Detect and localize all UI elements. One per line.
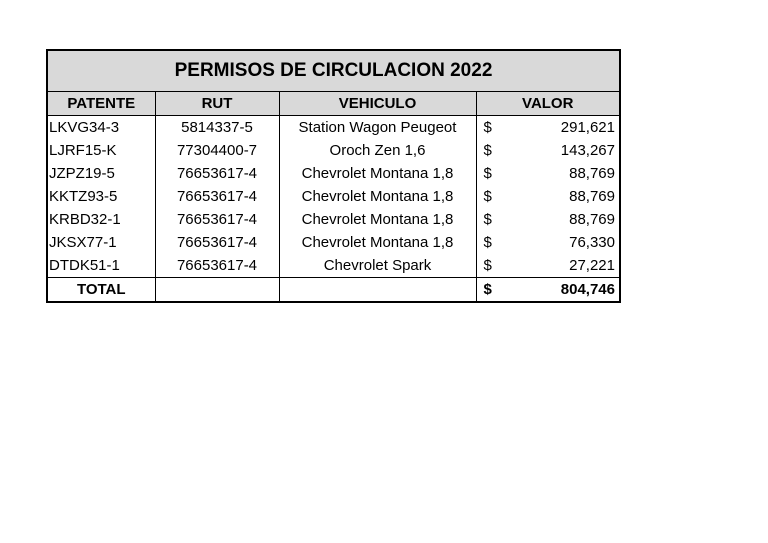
cell-valor: 76,330	[506, 231, 620, 254]
cell-rut: 5814337-5	[155, 116, 279, 140]
header-rut: RUT	[155, 92, 279, 116]
cell-patente: JZPZ19-5	[47, 162, 155, 185]
cell-rut: 77304400-7	[155, 139, 279, 162]
cell-rut: 76653617-4	[155, 208, 279, 231]
total-label: TOTAL	[47, 278, 155, 303]
table-row	[47, 254, 620, 278]
title-row	[47, 50, 620, 92]
cell-currency: $	[476, 231, 506, 254]
header-patente: PATENTE	[47, 92, 155, 116]
total-valor: 804,746	[506, 278, 620, 303]
cell-currency: $	[476, 208, 506, 231]
cell-currency: $	[476, 254, 506, 278]
cell-currency: $	[476, 139, 506, 162]
table-row	[47, 231, 620, 254]
cell-valor: 291,621	[506, 116, 620, 140]
table-row	[47, 116, 620, 140]
table-row	[47, 185, 620, 208]
cell-currency: $	[476, 185, 506, 208]
table-title: PERMISOS DE CIRCULACION 2022	[47, 50, 620, 92]
header-row	[47, 92, 620, 116]
permits-table	[46, 49, 621, 303]
cell-patente: JKSX77-1	[47, 231, 155, 254]
cell-vehiculo: Chevrolet Montana 1,8	[279, 185, 476, 208]
cell-currency: $	[476, 162, 506, 185]
table-row	[47, 139, 620, 162]
cell-patente: KRBD32-1	[47, 208, 155, 231]
cell-valor: 88,769	[506, 208, 620, 231]
cell-vehiculo: Chevrolet Montana 1,8	[279, 231, 476, 254]
cell-vehiculo: Oroch Zen 1,6	[279, 139, 476, 162]
cell-rut: 76653617-4	[155, 254, 279, 278]
cell-vehiculo: Chevrolet Montana 1,8	[279, 162, 476, 185]
total-row	[47, 278, 620, 303]
cell-valor: 27,221	[506, 254, 620, 278]
cell-currency: $	[476, 116, 506, 140]
cell-vehiculo: Station Wagon Peugeot	[279, 116, 476, 140]
total-vehiculo-empty	[279, 278, 476, 303]
cell-rut: 76653617-4	[155, 185, 279, 208]
cell-patente: LKVG34-3	[47, 116, 155, 140]
total-currency: $	[476, 278, 506, 303]
cell-patente: DTDK51-1	[47, 254, 155, 278]
table-row	[47, 162, 620, 185]
cell-valor: 88,769	[506, 185, 620, 208]
cell-valor: 88,769	[506, 162, 620, 185]
header-valor: VALOR	[476, 92, 620, 116]
cell-rut: 76653617-4	[155, 231, 279, 254]
total-rut-empty	[155, 278, 279, 303]
cell-valor: 143,267	[506, 139, 620, 162]
cell-rut: 76653617-4	[155, 162, 279, 185]
table-row	[47, 208, 620, 231]
cell-patente: LJRF15-K	[47, 139, 155, 162]
cell-patente: KKTZ93-5	[47, 185, 155, 208]
cell-vehiculo: Chevrolet Montana 1,8	[279, 208, 476, 231]
header-vehiculo: VEHICULO	[279, 92, 476, 116]
cell-vehiculo: Chevrolet Spark	[279, 254, 476, 278]
